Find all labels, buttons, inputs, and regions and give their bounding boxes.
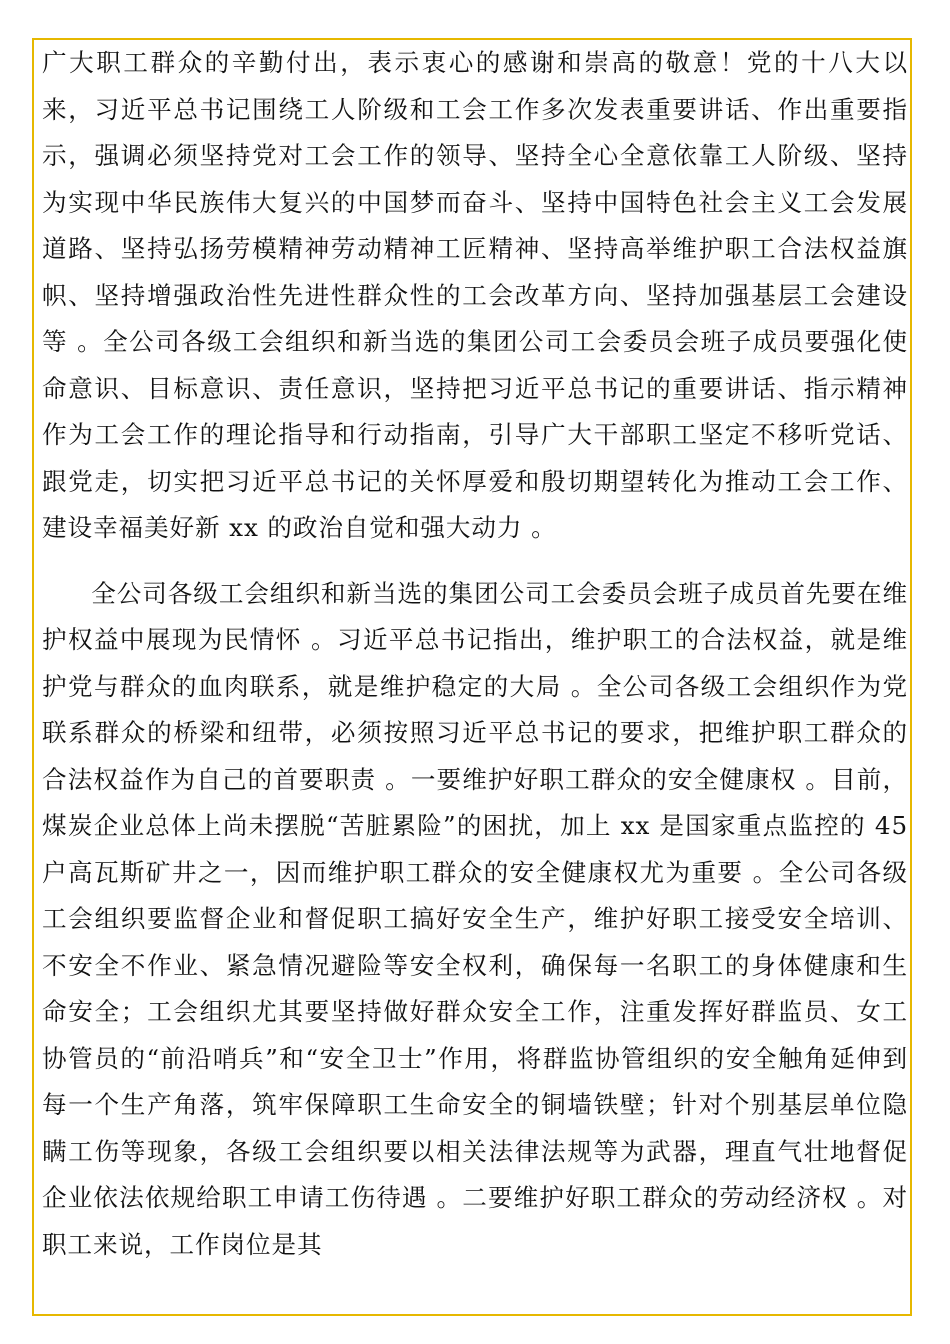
document-body bbox=[42, 40, 908, 1268]
paragraph-2: 全公司各级工会组织和新当选的集团公司工会委员会班子成员首先要在维护权益中展现为民情怀 。习近平总书记指出，维护职工的合法权益，就是维护党与群众的血肉联系，就是维护稳定的大局 。全公司各级工会组织作为党联系群众的桥梁和纽带，必须按照习近平总书记的要求，把维护职工群众的合法权益作为自己的首要职责 。一要维护好职工群众的安全健康权 。目前，煤炭企业总体上尚未摆脱“苦脏累险”的困扰，加上 xx 是国家重点监控的 45 户高瓦斯矿井之一，因而维护职工群众的安全健康权尤为重要 。全公司各级工会组织要监督企业和督促职工搞好安全生产，维护好职工接受安全培训、不安全不作业、紧急情况避险等安全权利，确保每一名职工的身体健康和生命安全；工会组织尤其要坚持做好群众安全工作，注重发挥好群监员、女工协管员的“前沿哨兵”和“安全卫士”作用，将群监协管组织的安全触角延伸到每一个生产角落，筑牢保障职工生命安全的铜墙铁壁；针对个别基层单位隐瞒工伤等现象，各级工会组织要以相关法律法规等为武器，理直气壮地督促企业依法依规给职工申请工伤待遇 。二要维护好职工群众的劳动经济权 。对职工来说，工作岗位是其 bbox=[42, 578, 908, 1259]
paragraph-1: 广大职工群众的辛勤付出，表示衷心的感谢和崇高的敬意！党的十八大以来，习近平总书记围绕工人阶级和工会工作多次发表重要讲话、作出重要指示，强调必须坚持党对工会工作的领导、坚持全心全意依靠工人阶级、坚持为实现中华民族伟大复兴的中国梦而奋斗、坚持中国特色社会主义工会发展道路、坚持弘扬劳模精神劳动精神工匠精神、坚持高举维护职工合法权益旗帜、坚持增强政治性先进性群众性的工会改革方向、坚持加强基层工会建设等 。全公司各级工会组织和新当选的集团公司工会委员会班子成员要强化使命意识、目标意识、责任意识，坚持把习近平总书记的重要讲话、指示精神作为工会工作的理论指导和行动指南，引导广大干部职工坚定不移听党话、跟党走，切实把习近平总书记的关怀厚爱和殷切期望转化为推动工会工作、建设幸福美好新 xx 的政治自觉和强大动力 。 bbox=[42, 48, 908, 542]
